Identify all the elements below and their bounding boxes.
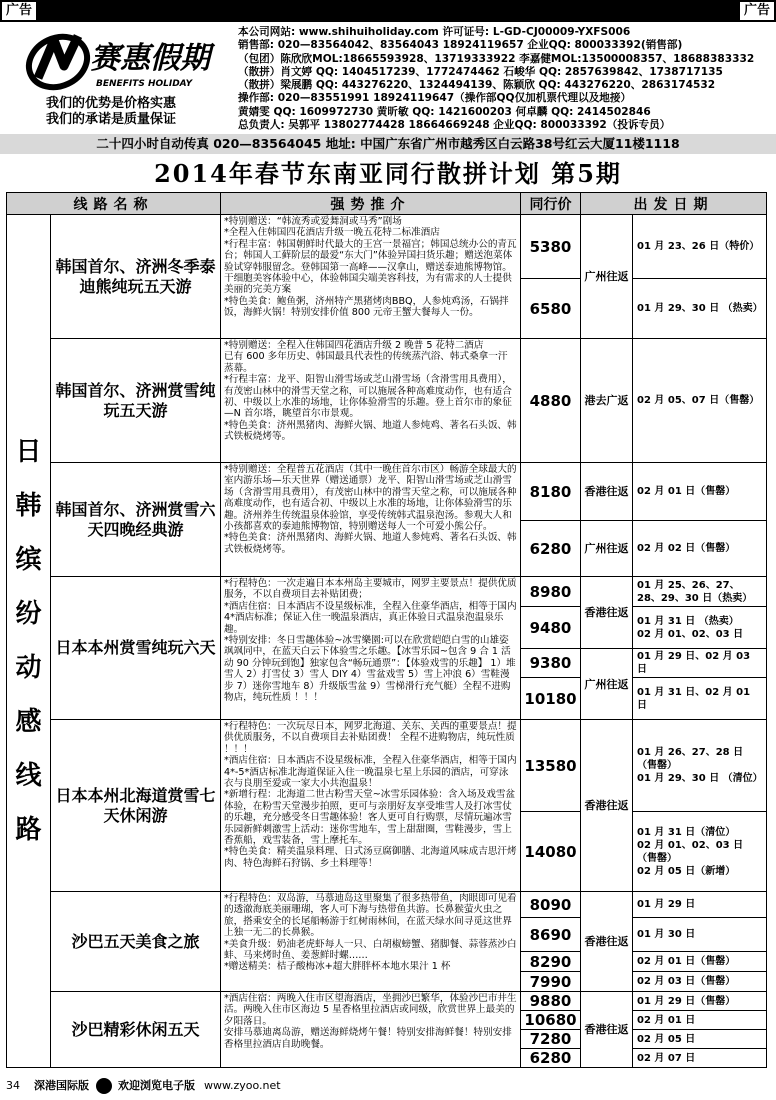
region-label-char: 感 [15, 707, 42, 737]
slogan-line-1: 我们的优势是价格实惠 [46, 96, 177, 111]
contact-line: （散拼）梁展鹏 QQ: 443276220、1324494139、陈颖欣 QQ: 443276220、2863174532 [238, 79, 716, 92]
region-label-char: 韩 [15, 491, 42, 521]
region-label-char: 纷 [15, 599, 42, 629]
schedule-table-wrap [6, 192, 766, 1067]
departure-city: 香港往返 [581, 892, 633, 992]
price-cell: 8180 [521, 463, 581, 521]
contact-line: 销售部: 020—83564042、83564043 18924119657 企业QQ: 800033392(销售部) [238, 39, 683, 52]
price-cell: 8690 [521, 918, 581, 952]
departure-city: 香港往返 [581, 720, 633, 892]
header-price: 同行价 [521, 193, 581, 215]
price-cell: 8290 [521, 952, 581, 972]
route-desc: *特别赠送：全程普五花酒店（其中一晚住首尔市区）畅游全球最大的室内游乐场—乐天世界（赠送通票）龙平、阳智山滑雪场或芝山滑雪场（含滑雪用具费用），有茂密山林中的滑雪天堂之称，可以施展各种高难度动作，也有适合初、中级以上水准的场地，让你体验滑雪的乐趣。济州养生传统温泉体验馆，享受传统韩式温泉泡汤。参观大人和小孩都喜欢的泰迪熊博物馆，特别赠送每人一个可爱小熊公仔。 *特色美食：济州黑猪肉、海鲜火锅、地道人参炖鸡、著名石头饭、韩式铁板烧烤等。 [221, 463, 521, 577]
route-name: 日本本州赏雪纯玩六天 [51, 577, 221, 720]
table-header-row [7, 193, 767, 215]
price-cell: 7990 [521, 972, 581, 992]
contact-line: 总负责人: 吴郭平 13802774428 18664669248 企业QQ: 800033392（投诉专员） [238, 119, 671, 132]
table-row [7, 577, 767, 607]
route-name: 韩国首尔、济洲赏雪六天四晚经典游 [51, 463, 221, 577]
date-cell: 01 月 29、30 日 （热卖） [633, 279, 767, 339]
price-cell: 8090 [521, 892, 581, 918]
contact-block [238, 26, 773, 132]
departure-city: 香港往返 [581, 577, 633, 649]
region-label-char: 线 [15, 761, 42, 791]
top-banner-bar [0, 0, 776, 22]
route-desc: *酒店住宿：两晚入住市区望海酒店，坐拥沙巴繁华，体验沙巴市井生活。两晚入住市区海边 5 星香格里拉酒店或同级，欣赏世界上最美的夕阳落日。 安排马慕迪离岛游，赠送海鲜烧烤午餐！特别安排海鲜餐！特别安排香格里拉酒店自助晚餐。 [221, 992, 521, 1068]
logo-name-text: 赛惠假期 [90, 41, 210, 76]
ad-tag-right: 广告 [740, 2, 774, 20]
table-row [7, 215, 767, 279]
footer-site[interactable]: www.zyoo.net [204, 1079, 281, 1092]
table-row [7, 463, 767, 521]
date-cell: 02 月 05、07 日（售罄） [633, 339, 767, 463]
contact-line: 操作部: 020—83551991 18924119647（操作部QQ仅加机票代理以及地接） [238, 92, 632, 105]
region-label [7, 215, 51, 1068]
date-cell: 02 月 01 日（售罄） [633, 952, 767, 972]
price-cell: 6280 [521, 1049, 581, 1068]
region-label-char: 动 [15, 653, 42, 683]
logo-english-text: BENEFITS HOLIDAY [96, 79, 193, 89]
route-desc: *行程特色：一次走遍日本本州岛主要城市，网罗主要景点！提供优质服务，不以自费项目去补贴团费； *酒店住宿：日本酒店不设星级标准，全程入住豪华酒店，相等于国内 4*酒店标准；保证入住一晚温泉酒店，真正体验日式温泉泡温泉乐趣。 *特别安排：冬日雪趣体验~冰雪樂園:可以在欣赏皑皑白雪的山雄姿飒飒同中，在蓝天白云下体验雪之乐趣。【冰雪乐园~包含 9 合 1 活动 90 分钟玩到饱】独家包含“畅玩通票”：【体验戏雪的乐趣】 1）堆雪人 2）打雪仗 3）雪人 DIY 4）雪盆戏雪 5）雪上冲浪 6）雪鞋漫步 7）迷你雪地车 8）升级版雪盆 9）雪梯滑行充气艇）全程不进购物店，纯玩性质 ！！！ [221, 577, 521, 720]
price-cell: 10680 [521, 1011, 581, 1030]
footer-slogan: 欢迎浏览电子版 [118, 1079, 195, 1092]
date-cell: 02 月 07 日 [633, 1049, 767, 1068]
header-desc: 强势推介 [221, 193, 521, 215]
route-desc: *行程特色：双岛游，马慕迪岛这里聚集了很多热带鱼，肉眼即可见看的透澈海底美丽珊瑚，客人可下海与热带鱼共游。长鼻猴萤火虫之旅，搭乘安全的长尾船畅游于红树雨林间，在蓝天绿水间寻觅这世界上独一无二的长鼻猴。 *美食升级：奶油老虎虾每人一只、白胡椒螃蟹、猪脚餐、蒜蓉蒸沙白蚌、马来烤时鱼、姜葱鲜时螺…… *赠送精美：桔子酸梅冰+超大胖胖杯本地水果汁 1 杯 [221, 892, 521, 992]
fax-address-bar: 二十四小时自动传真 020—83564045 地址: 中国广东省广州市越秀区白云路38号红云大厦11楼1118 [0, 134, 776, 154]
date-cell: 01 月 30 日 [633, 918, 767, 952]
header-route: 线路名称 [7, 193, 221, 215]
page-footer [0, 1072, 776, 1100]
route-desc: *行程特色：一次玩尽日本，网罗北海道、关东、关西的重要景点！提供优质服务，不以自费项目去补贴团费！ 全程不进购物店，纯玩性质 ！！！ *酒店住宿：日本酒店不设星级标准，全程入住豪华酒店，相等于国内 4*-5*酒店标准北海道保证入住一晚温泉七星上乐园的酒店，可穿泳衣与良朋至爱或一家大小共泡温泉！ *新增行程：北海道二世古粉雪天堂~冰雪乐园体验：含入场及戏雪盆体验，在粉雪天堂漫步拍照，更可与亲朋好友享受堆雪人及打冰雪仗的乐趣，充分感受冬日雪趣体验！客人更可自行购票，尽情玩遍冰雪乐园新鲜刺激雪上活动：迷你雪地车，雪上甜甜圈，雪鞋漫步，雪上香蕉船，戏雪装备，雪上摩托车。 *特色美食：精美温泉料理、日式汤豆腐御膳、北海道风味成吉思汗烤肉、特色海鲜石狩锅、乡土料理等！ [221, 720, 521, 892]
footer-logo-icon [96, 1078, 112, 1094]
price-cell: 5380 [521, 215, 581, 279]
price-cell: 4880 [521, 339, 581, 463]
contact-line: （包团）陈欣欣MOL:18665593928、13719333922 李嘉健MOL:13500008357、18688383332 [238, 52, 755, 65]
date-cell: 01 月 31 日 （热卖） 02 月 01、02、03 日 [633, 607, 767, 649]
price-cell: 10180 [521, 678, 581, 720]
date-cell: 01 月 25、26、27、28、29、30 日（热卖） [633, 577, 767, 607]
header-date: 出发日期 [581, 193, 767, 215]
route-name: 日本本州北海道赏雪七天休闲游 [51, 720, 221, 892]
table-row [7, 720, 767, 812]
departure-city: 广州往返 [581, 215, 633, 339]
schedule-table [6, 192, 767, 1068]
date-cell: 02 月 01 日 [633, 1011, 767, 1030]
date-cell: 01 月 29 日 [633, 892, 767, 918]
price-cell: 9880 [521, 992, 581, 1011]
region-label-char: 日 [15, 437, 42, 467]
date-cell: 02 月 05 日 [633, 1030, 767, 1049]
page-title: 2014年春节东南亚同行散拼计划 第5期 [154, 159, 622, 188]
company-slogan [46, 96, 176, 128]
logo-swoosh-icon [20, 26, 220, 96]
date-cell: 02 月 01 日（售罄） [633, 463, 767, 521]
page-number: 34 [6, 1079, 20, 1092]
ad-tag-left: 广告 [2, 2, 36, 20]
region-label-char: 路 [15, 815, 42, 845]
company-logo [20, 26, 220, 96]
date-cell: 01 月 31 日、02 月 01 日 [633, 678, 767, 720]
price-cell: 7280 [521, 1030, 581, 1049]
date-cell: 01 月 29 日（售罄） [633, 992, 767, 1011]
price-cell: 6580 [521, 279, 581, 339]
price-cell: 13580 [521, 720, 581, 812]
contact-line: 黄婧雯 QQ: 1609972730 黄昕敏 QQ: 1421600203 何卓麟 QQ: 2414502846 [238, 105, 651, 118]
departure-city: 香港往返 [581, 463, 633, 521]
departure-city: 广州往返 [581, 521, 633, 577]
price-cell: 9480 [521, 607, 581, 649]
route-name: 沙巴精彩休闲五天 [51, 992, 221, 1068]
date-cell: 01 月 26、27、28 日（售罄） 01 月 29、30 日 （清位） [633, 720, 767, 812]
departure-city: 广州往返 [581, 649, 633, 720]
route-name: 沙巴五天美食之旅 [51, 892, 221, 992]
date-cell: 01 月 31 日（清位） 02 月 01、02、03 日（售罄） 02 月 05 日（新增） [633, 812, 767, 892]
departure-city: 港去广返 [581, 339, 633, 463]
price-cell: 6280 [521, 521, 581, 577]
date-cell: 02 月 02 日（售罄） [633, 521, 767, 577]
departure-city: 香港往返 [581, 992, 633, 1068]
table-row [7, 892, 767, 918]
slogan-line-2: 我们的承诺是质量保证 [46, 112, 177, 127]
route-name: 韩国首尔、济洲冬季泰迪熊纯玩五天游 [51, 215, 221, 339]
date-cell: 01 月 23、26 日（特价） [633, 215, 767, 279]
date-cell: 02 月 03 日（售罄） [633, 972, 767, 992]
route-name: 韩国首尔、济洲赏雪纯玩五天游 [51, 339, 221, 463]
region-label-char: 缤 [15, 545, 42, 575]
route-desc: *特别赠送：“韩流秀或爱舞洞或马秀”剧场 *全程入住韩国四花酒店升级一晚五花特二标准酒店 *行程丰富：韩国朝鲜时代最大的王宫一景福宫；韩国总统办公的青瓦台；韩国人工藓阶层的最爱“东大门”体验异国扫货乐趣；赠送泡菜体验试穿韩服留念。登韩国第一高峰——汉拿山，赠送泰迪熊博物馆。干细胞美容体验中心，体验韩国尖端美容科技，为有需求的人士提供美丽的完美方案 *特色美食：鲍鱼粥，济州特产黑猪烤肉BBQ，人参炖鸡汤，石锅拌饭，海鲜火锅！特别安排价值 800 元帝王蟹大餐每人一份。 [221, 215, 521, 339]
table-row [7, 992, 767, 1011]
date-cell: 01 月 29 日、02 月 03 日 [633, 649, 767, 678]
price-cell: 9380 [521, 649, 581, 678]
table-row [7, 339, 767, 463]
edition-name: 深港国际版 [34, 1079, 89, 1092]
price-cell: 8980 [521, 577, 581, 607]
price-cell: 14080 [521, 812, 581, 892]
contact-line: （散拼）肖文婷 QQ: 1404517239、1772474462 石峻华 QQ: 2857639842、1738717135 [238, 65, 723, 78]
company-header [0, 22, 776, 134]
contact-line: 本公司网站: www.shihuiholiday.com 许可证号: L-GD-CJ00009-YXFS006 [238, 26, 631, 38]
route-desc: *特别赠送：全程入住韩国四花酒店升级 2 晚普 5 花特二酒店 已有 600 多年历史、韩国最具代表性的传统蒸汽浴、韩式桑拿一汗蒸幕。 *行程丰富：龙平、阳智山滑雪场或芝山滑雪场（含滑雪用具费用），有茂密山林中的滑雪天堂之称，可以施展各种高难度动作，也有适合初、中级以上水准的场地，让你体验滑雪的乐趣。登上首尔市的象征—N 首尔塔，眺望首尔市景观。 *特色美食：济州黑猪肉、海鲜火锅、地道人参炖鸡、著名石头饭、韩式铁板烧烤等。 [221, 339, 521, 463]
